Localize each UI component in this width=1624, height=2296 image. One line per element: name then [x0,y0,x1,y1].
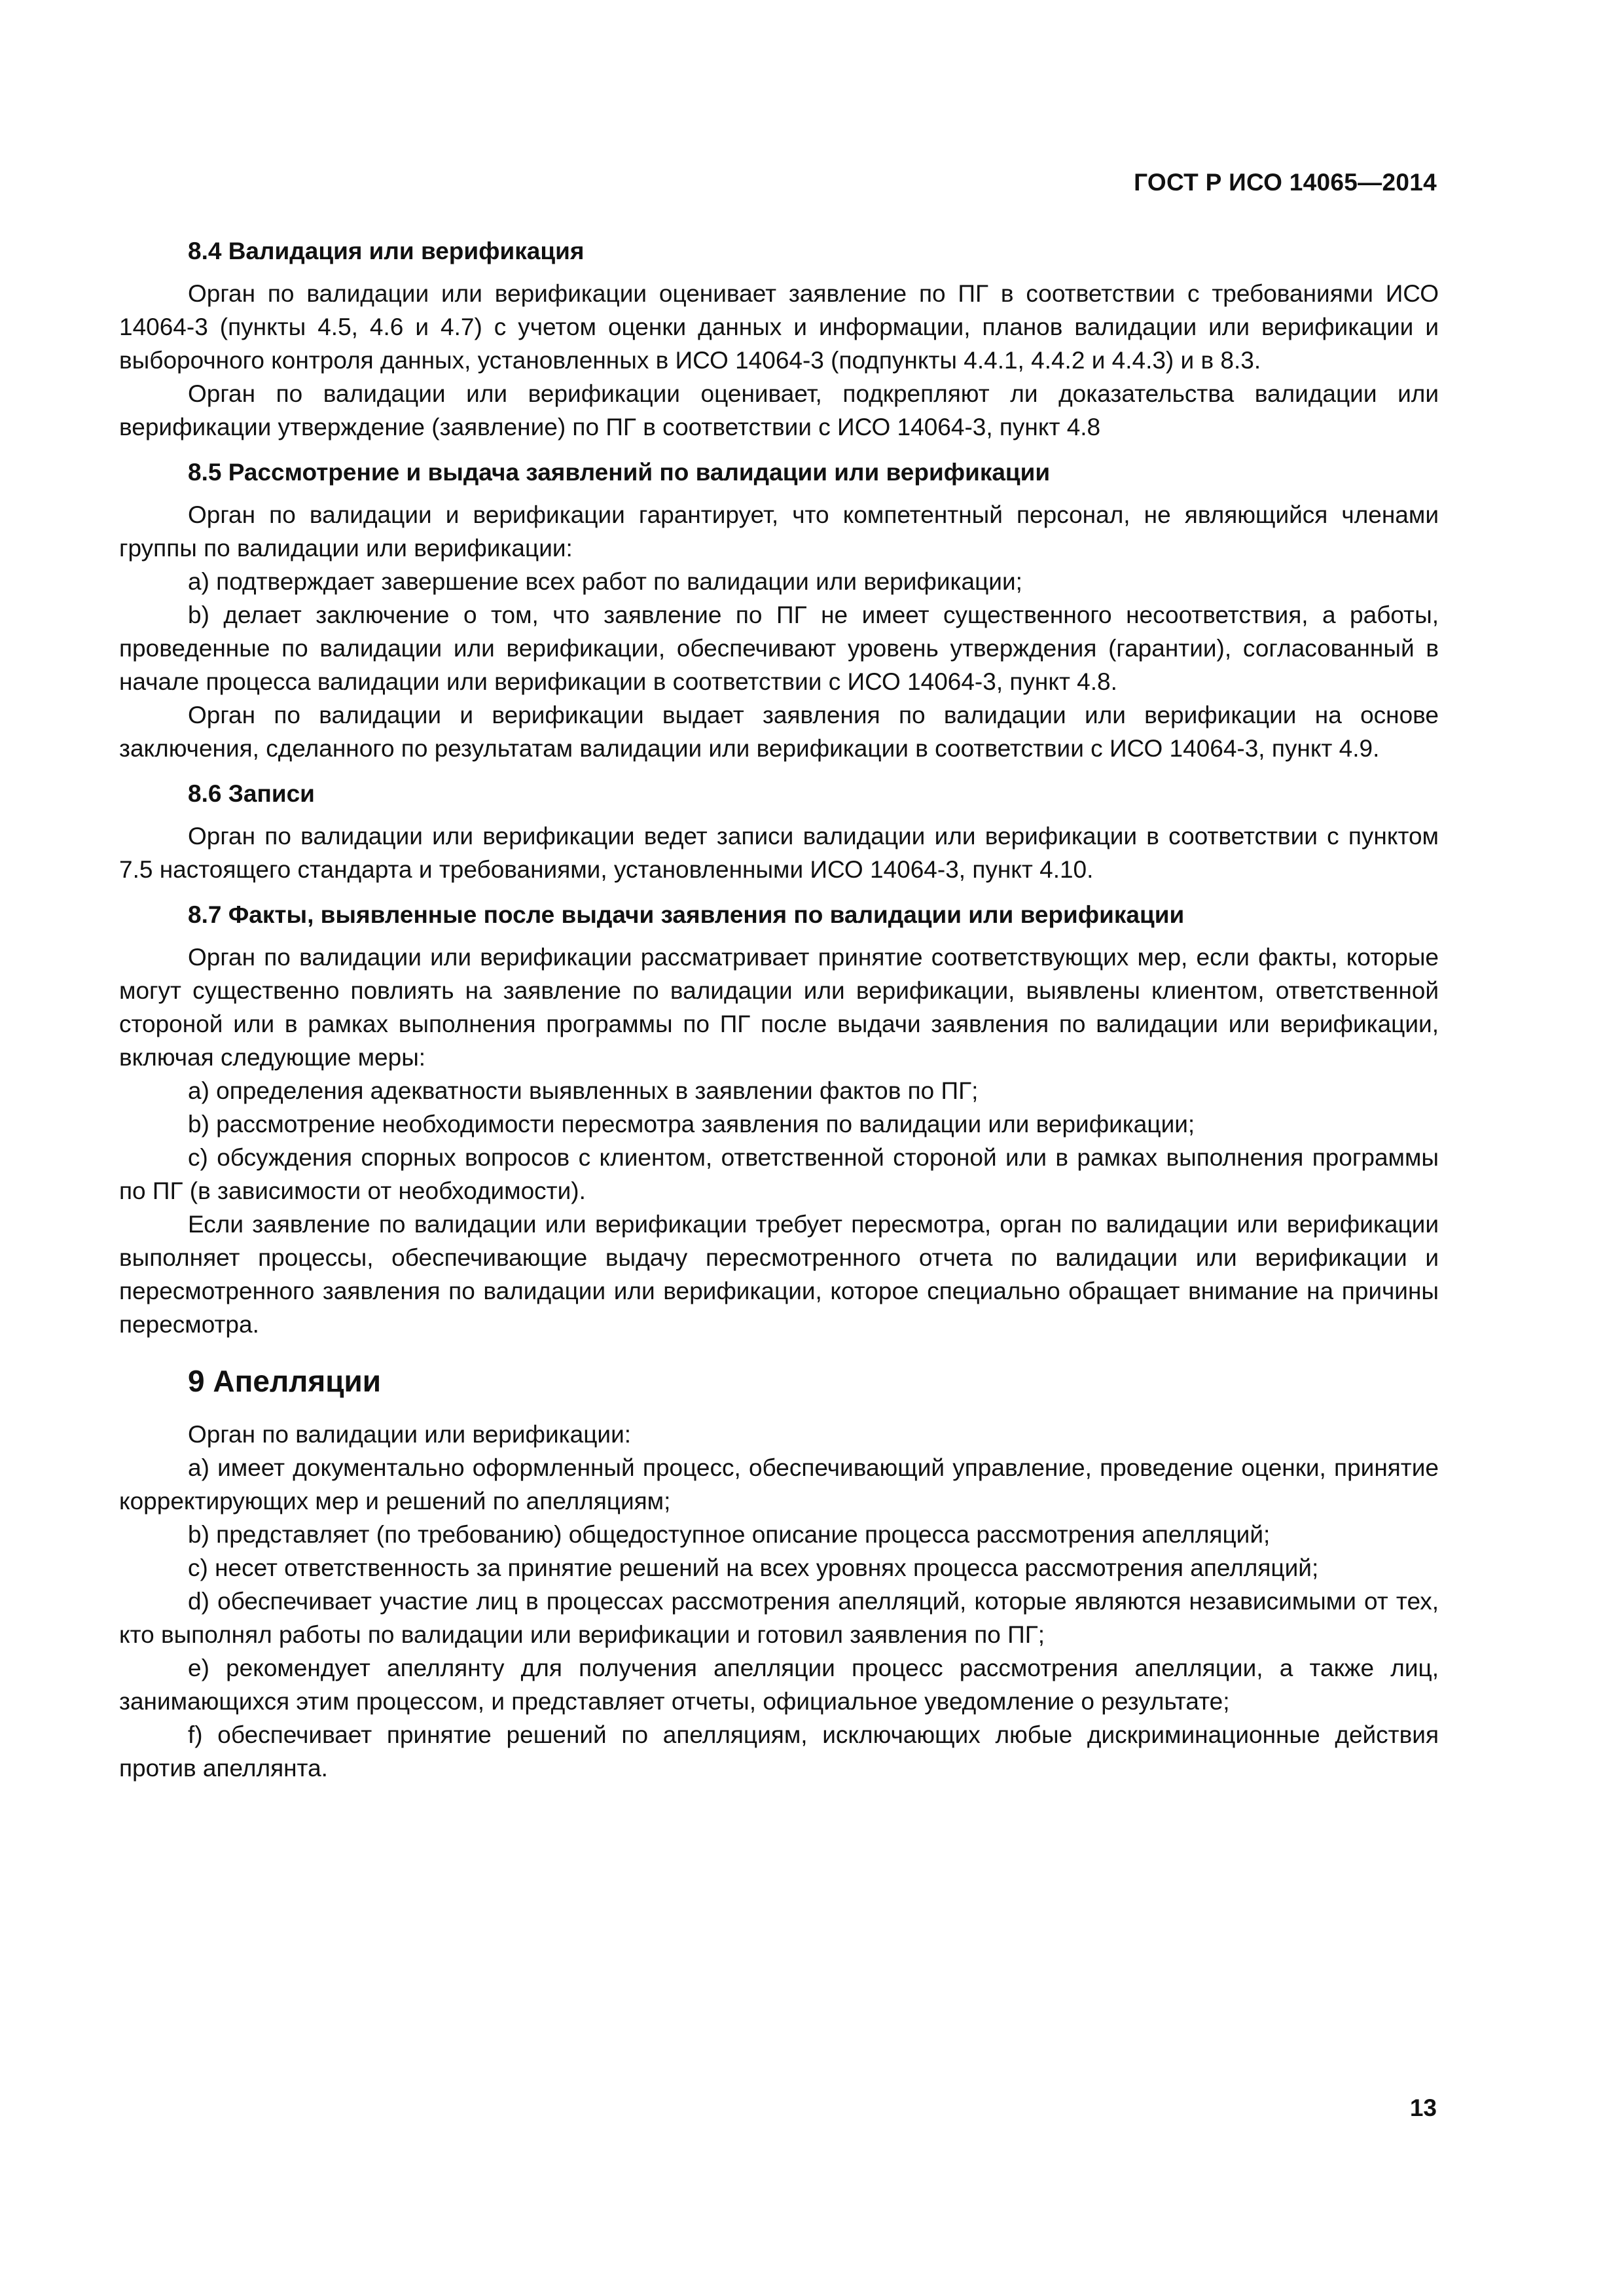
list-item: a) имеет документально оформленный процесс, обеспечивающий управление, проведение оценки, принятие корректирующих мер и решений по апелляциям; [119,1454,1439,1515]
section-heading: 8.4 Валидация или верификация [188,238,585,264]
section-heading: 8.5 Рассмотрение и выдача заявлений по валидации или верификации [188,459,1051,486]
list-item: a) определения адекватности выявленных в заявлении фактов по ПГ; [188,1077,979,1104]
document-code-header: ГОСТ Р ИСО 14065—2014 [1134,169,1437,196]
list-item: b) представляет (по требованию) общедоступное описание процесса рассмотрения апелляций; [188,1521,1271,1548]
section-heading: 8.6 Записи [188,780,315,807]
chapter-9 [119,1365,1439,1785]
paragraph: Орган по валидации или верификации рассматривает принятие соответствующих мер, если факты, которые могут существенно повлиять на заявление по валидации или верификации, выявлены клиентом, ответственной стороной или в рамках выполнения программы по ПГ после выдачи заявления по валидации или верификации, включая следующие меры: [119,944,1439,1071]
list-item: d) обеспечивает участие лиц в процессах рассмотрения апелляций, которые являются независимыми от тех, кто выполнял работы по валидации или верификации и готовил заявления по ПГ; [119,1588,1439,1648]
paragraph: Орган по валидации и верификации гарантирует, что компетентный персонал, не являющийся членами группы по валидации или верификации: [119,501,1439,562]
section-8-6 [119,777,1439,886]
list-item: f) обеспечивает принятие решений по апелляциям, исключающих любые дискриминационные действия против апеллянта. [119,1721,1439,1782]
paragraph: Орган по валидации или верификации ведет записи валидации или верификации в соответствии с пунктом 7.5 настоящего стандарта и требованиями, установленными ИСО 14064-3, пункт 4.10. [119,823,1439,883]
paragraph: Орган по валидации или верификации: [188,1421,632,1448]
section-8-4 [119,234,1439,444]
section-heading: 8.7 Факты, выявленные после выдачи заявления по валидации или верификации [188,901,1185,928]
paragraph: Орган по валидации и верификации выдает заявления по валидации или верификации на основе заключения, сделанного по результатам валидации или верификации в соответствии с ИСО 14064-3, пункт 4.9. [119,702,1439,762]
list-item: c) несет ответственность за принятие решений на всех уровнях процесса рассмотрения апелляций; [188,1554,1319,1581]
paragraph: Если заявление по валидации или верификации требует пересмотра, орган по валидации или верификации выполняет процессы, обеспечивающие выдачу пересмотренного отчета по валидации или верификации и пересмотренного заявления по валидации или верификации, которое специально обращает внимание на причины пересмотра. [119,1211,1439,1338]
list-item: c) обсуждения спорных вопросов с клиентом, ответственной стороной или в рамках выполнения программы по ПГ (в зависимости от необходимости). [119,1144,1439,1204]
paragraph: Орган по валидации или верификации оценивает заявление по ПГ в соответствии с требованиями ИСО 14064-3 (пункты 4.5, 4.6 и 4.7) с учетом оценки данных и информации, планов валидации или верификации и выборочного контроля данных, установленных в ИСО 14064-3 (подпункты 4.4.1, 4.4.2 и 4.4.3) и в 8.3. [119,280,1439,374]
chapter-heading: 9 Апелляции [188,1364,382,1398]
paragraph: Орган по валидации или верификации оценивает, подкрепляют ли доказательства валидации или верификации утверждение (заявление) по ПГ в соответствии с ИСО 14064-3, пункт 4.8 [119,380,1439,440]
section-8-7 [119,898,1439,1341]
list-item: e) рекомендует апеллянту для получения апелляции процесс рассмотрения апелляции, а также лиц, занимающихся этим процессом, и представляет отчеты, официальное уведомление о результате; [119,1655,1439,1715]
list-item: b) рассмотрение необходимости пересмотра заявления по валидации или верификации; [188,1111,1195,1138]
list-item: a) подтверждает завершение всех работ по валидации или верификации; [188,568,1022,595]
list-item: b) делает заключение о том, что заявление по ПГ не имеет существенного несоответствия, а работы, проведенные по валидации или верификации, обеспечивают уровень утверждения (гарантии), согласованный в начале процесса валидации или верификации в соответствии с ИСО 14064-3, пункт 4.8. [119,601,1439,695]
document-body [119,223,1439,1785]
section-8-5 [119,456,1439,765]
page-number: 13 [1409,2094,1437,2121]
